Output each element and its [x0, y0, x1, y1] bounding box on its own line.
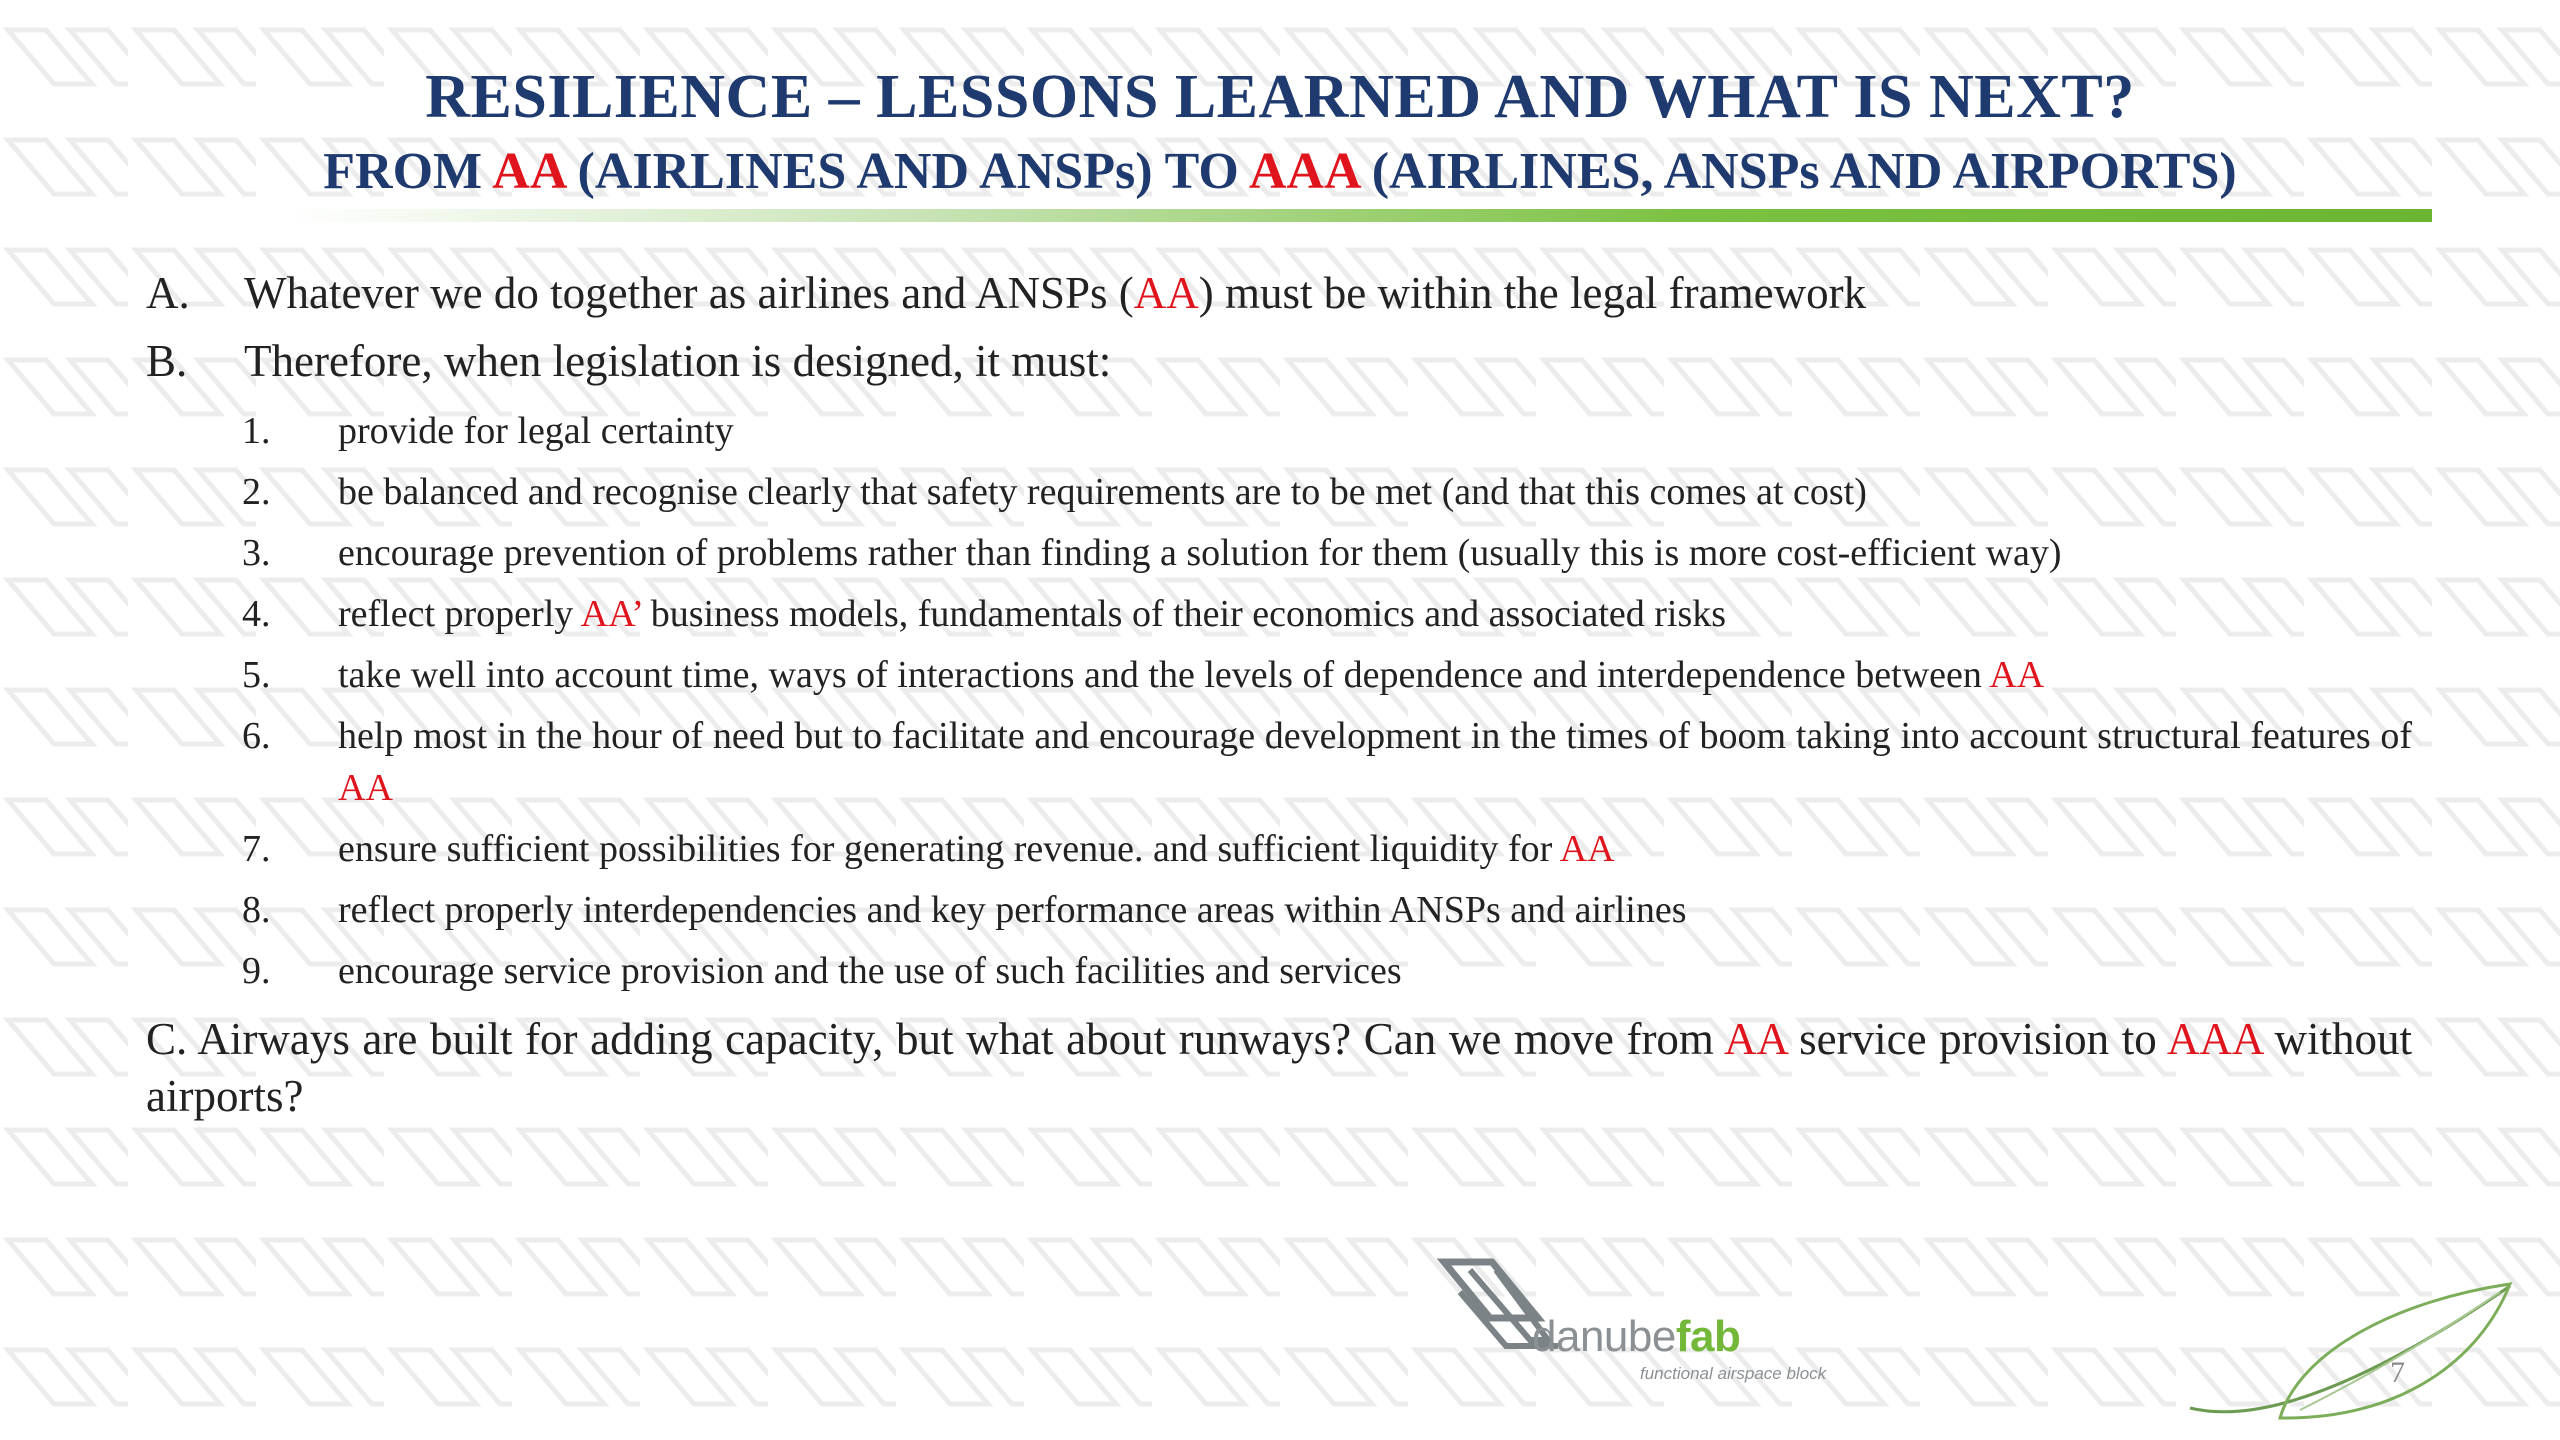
sub-item-8: 8. reflect properly interdependencies and key performance areas within ANSPs and airlines	[242, 889, 1687, 931]
slide-content	[146, 260, 2412, 1125]
sub-item-6: 6. help most in the hour of need but to facilitate and encourage development in the times of boom taking into account structural features of AA	[242, 715, 2412, 809]
item-a: A. Whatever we do together as airlines and ANSPs (AA) must be within the legal framework	[146, 260, 2412, 328]
subtitle-aaa: AAA	[1248, 143, 1359, 200]
page-number: 7	[2390, 1356, 2405, 1389]
item-c-aaa: AAA	[2166, 1014, 2262, 1064]
item-a-marker: A.	[146, 268, 190, 318]
item-a-aa: AA	[1133, 268, 1199, 318]
item-c: C. Airways are built for adding capacity, but what about runways? Can we move from AA service provision to AAA without airports?	[146, 1014, 2412, 1121]
sub-item-2: 2. be balanced and recognise clearly that safety requirements are to be met (and that this comes at cost)	[242, 471, 1867, 513]
sub-item-1: 1. provide for legal certainty	[242, 410, 734, 452]
logo-wordmark: danubefab	[1532, 1312, 1741, 1361]
logo-tagline: functional airspace block	[1640, 1364, 1827, 1383]
sub-item-7: 7. ensure sufficient possibilities for generating revenue. and sufficient liquidity for AA	[242, 828, 1615, 870]
sub-item-3: 3. encourage prevention of problems rather than finding a solution for them (usually this is more cost-efficient way)	[242, 532, 2062, 574]
title-underline	[290, 209, 2432, 222]
slide-subtitle: FROM AA (AIRLINES AND ANSPs) TO AAA (AIRLINES, ANSPs AND AIRPORTS)	[323, 143, 2237, 200]
subtitle-aa: AA	[492, 143, 565, 200]
item-c-aa: AA	[1724, 1014, 1787, 1064]
item-b: B. Therefore, when legislation is designed, it must:	[146, 328, 2412, 396]
leaf-decoration-icon	[2180, 1270, 2520, 1430]
slide-title: RESILIENCE – LESSONS LEARNED AND WHAT IS NEXT?	[425, 63, 2135, 131]
sub-item-4: 4. reflect properly AA’ business models, fundamentals of their economics and associated risks	[242, 593, 1727, 635]
item-b-marker: B.	[146, 336, 188, 386]
sub-item-9: 9. encourage service provision and the use of such facilities and services	[242, 950, 1402, 992]
sub-item-5: 5. take well into account time, ways of interactions and the levels of dependence and interdependence between AA	[242, 654, 2045, 696]
